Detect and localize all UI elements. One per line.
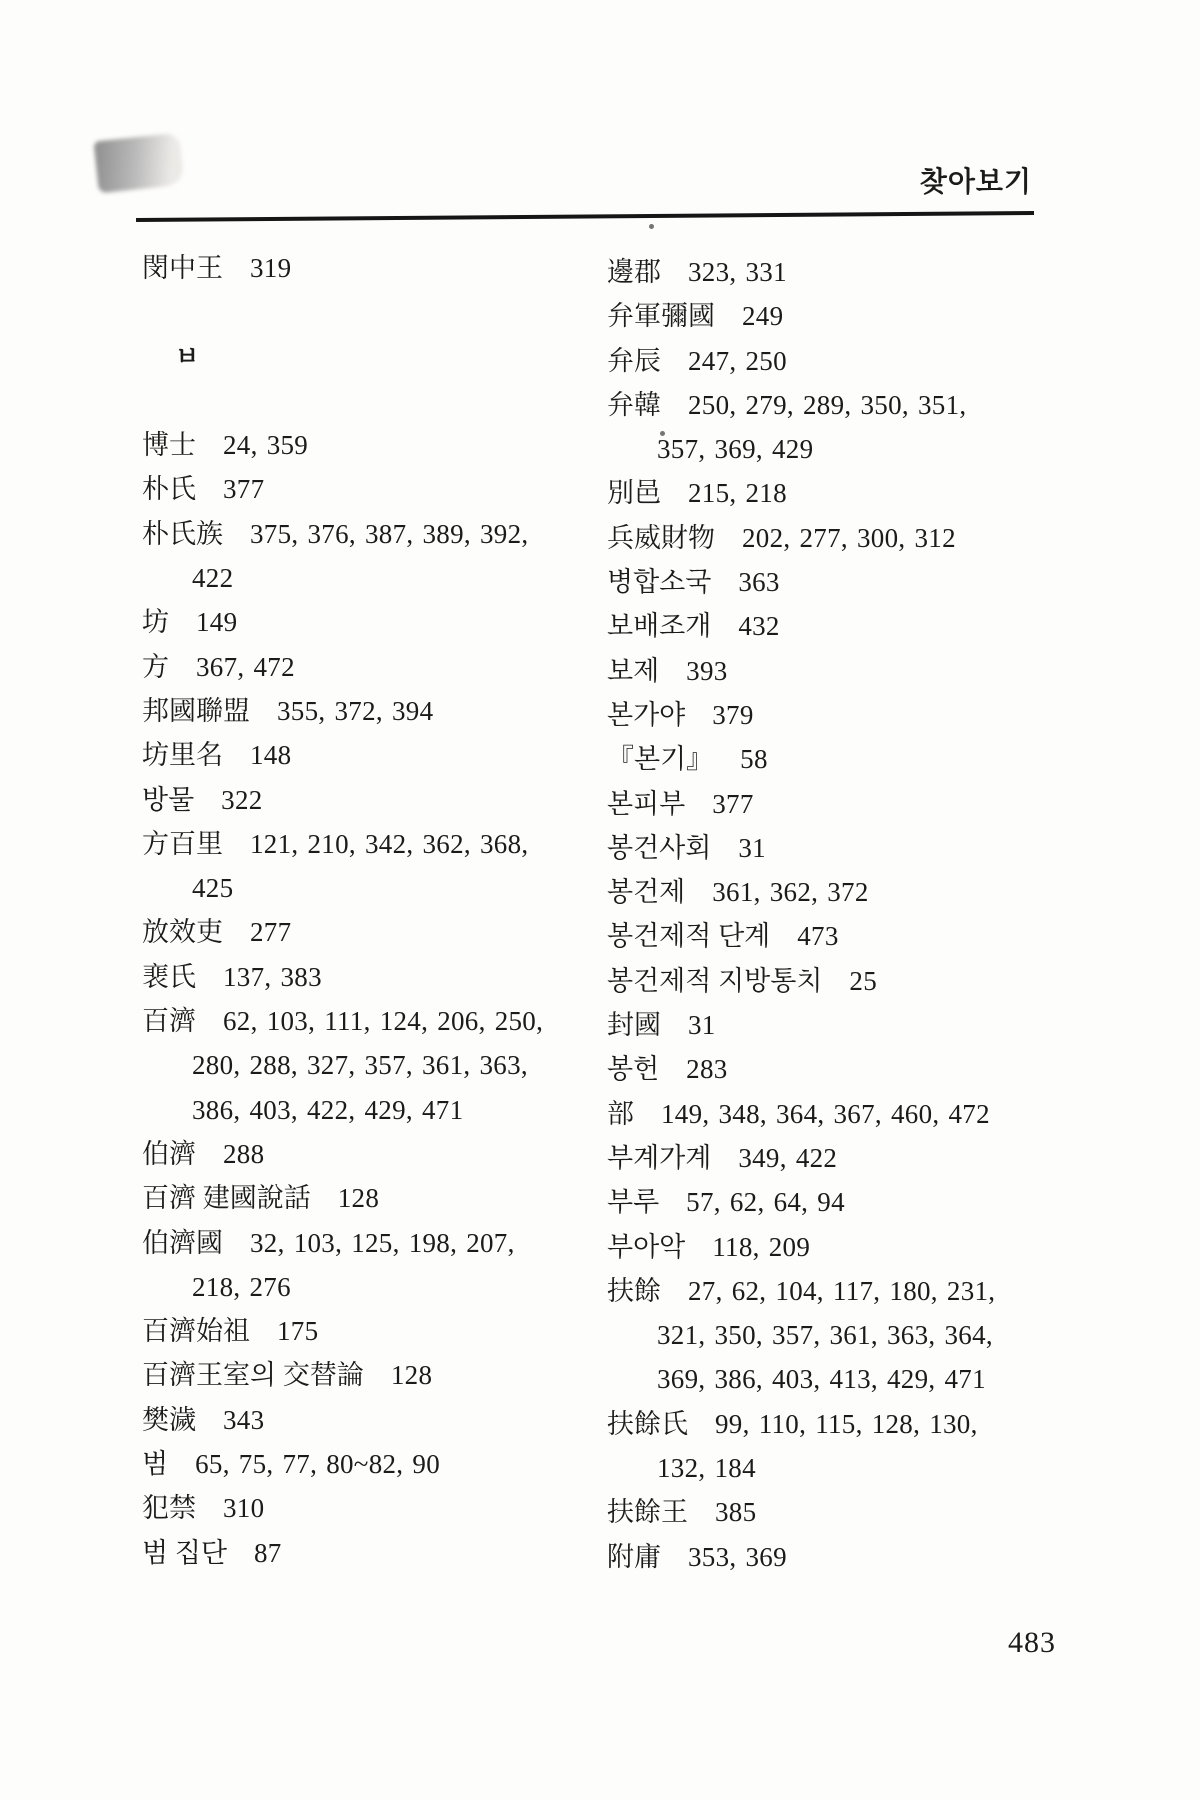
page-numbers: 432 bbox=[738, 611, 780, 642]
index-term: 坊 bbox=[142, 607, 169, 638]
index-entry bbox=[142, 1398, 622, 1442]
index-entry bbox=[607, 560, 1167, 604]
index-term: 봉건제적 지방통치 bbox=[607, 965, 823, 996]
blank-line bbox=[142, 379, 622, 423]
index-term: 邦國聯盟 bbox=[142, 695, 250, 726]
index-entry bbox=[607, 1402, 1167, 1446]
page-numbers: 132, 184 bbox=[657, 1453, 756, 1484]
page-numbers: 283 bbox=[686, 1054, 728, 1085]
index-entry bbox=[607, 1047, 1167, 1091]
page-numbers: 202, 277, 300, 312 bbox=[742, 522, 956, 553]
page-numbers: 137, 383 bbox=[223, 961, 322, 992]
index-entry bbox=[607, 516, 1167, 560]
page-numbers: 425 bbox=[192, 873, 234, 904]
page-numbers: 31 bbox=[738, 832, 766, 863]
page-numbers: 369, 386, 403, 413, 429, 471 bbox=[657, 1364, 986, 1395]
index-term: 兵威財物 bbox=[607, 522, 715, 553]
index-term: 본가야 bbox=[607, 699, 686, 730]
index-entry-continuation bbox=[607, 1313, 1167, 1357]
index-term: 伯濟國 bbox=[142, 1227, 223, 1258]
page-numbers: 377 bbox=[223, 474, 265, 505]
index-entry bbox=[607, 1535, 1167, 1579]
index-entry bbox=[607, 294, 1167, 338]
index-entry bbox=[607, 1180, 1167, 1224]
index-term: 범 집단 bbox=[142, 1537, 227, 1568]
index-term: 보배조개 bbox=[607, 611, 712, 642]
page-numbers: 277 bbox=[250, 917, 292, 948]
index-term: 坊里名 bbox=[142, 740, 223, 771]
index-entry bbox=[607, 870, 1167, 914]
index-entry bbox=[142, 423, 622, 467]
index-entry bbox=[607, 826, 1167, 870]
index-entry bbox=[607, 339, 1167, 383]
page-numbers: 367, 472 bbox=[196, 651, 295, 682]
page-numbers: 385 bbox=[715, 1497, 757, 1528]
page-numbers: 349, 422 bbox=[738, 1142, 838, 1173]
index-entry bbox=[142, 645, 622, 689]
index-entry bbox=[142, 999, 622, 1043]
index-entry bbox=[142, 910, 622, 954]
index-term: 扶餘王 bbox=[607, 1497, 688, 1528]
page-numbers: 363 bbox=[738, 567, 780, 598]
index-term: 弁辰 bbox=[607, 345, 661, 376]
index-term: 부아악 bbox=[607, 1231, 686, 1262]
page-numbers: 215, 218 bbox=[688, 478, 787, 509]
page-numbers: 218, 276 bbox=[192, 1271, 291, 1302]
index-entry bbox=[142, 1309, 622, 1353]
page-numbers: 149 bbox=[196, 607, 238, 638]
page-header-title: 찾아보기 bbox=[919, 166, 1032, 197]
index-term: 봉건제 bbox=[607, 877, 686, 908]
blank-line bbox=[142, 290, 622, 334]
index-entry-continuation bbox=[607, 1446, 1167, 1490]
index-entry-continuation bbox=[142, 556, 622, 600]
index-term: 『본기』 bbox=[607, 744, 714, 775]
index-entry bbox=[142, 246, 622, 290]
page-numbers: 355, 372, 394 bbox=[277, 695, 434, 726]
index-entry bbox=[607, 250, 1167, 294]
index-entry bbox=[607, 1136, 1167, 1180]
index-entry bbox=[607, 383, 1167, 427]
page-numbers: 375, 376, 387, 389, 392, bbox=[250, 518, 529, 549]
index-term: 百濟 建國說話 bbox=[142, 1183, 311, 1214]
index-entry bbox=[607, 471, 1167, 515]
page-numbers: 473 bbox=[797, 921, 839, 952]
page-numbers: 27, 62, 104, 117, 180, 231, bbox=[688, 1275, 996, 1306]
page-numbers: 323, 331 bbox=[688, 257, 787, 287]
page-numbers: 57, 62, 64, 94 bbox=[686, 1187, 845, 1218]
index-term: 방물 bbox=[142, 784, 195, 815]
page-numbers: 65, 75, 77, 80~82, 90 bbox=[195, 1449, 441, 1480]
index-entry bbox=[607, 1092, 1167, 1136]
page-numbers: 128 bbox=[390, 1360, 433, 1391]
page-numbers: 343 bbox=[223, 1404, 265, 1435]
index-term: 百濟始祖 bbox=[142, 1316, 250, 1347]
index-term: 朴氏族 bbox=[142, 518, 223, 549]
index-term: 봉헌 bbox=[607, 1054, 660, 1085]
page-numbers: 280, 288, 327, 357, 361, 363, bbox=[192, 1050, 528, 1081]
page-numbers: 118, 209 bbox=[712, 1231, 811, 1262]
index-entry bbox=[142, 1132, 622, 1176]
page-numbers: 393 bbox=[686, 655, 728, 686]
index-entry bbox=[142, 955, 622, 999]
index-entry-continuation bbox=[142, 1265, 622, 1309]
index-entry bbox=[607, 1225, 1167, 1269]
index-term: 別邑 bbox=[607, 478, 661, 509]
index-entry bbox=[142, 1221, 622, 1265]
index-entry-continuation bbox=[142, 1043, 622, 1087]
index-entry bbox=[607, 604, 1167, 648]
page-numbers: 58 bbox=[740, 744, 768, 775]
index-entry bbox=[607, 649, 1167, 693]
page-numbers: 32, 103, 125, 198, 207, bbox=[250, 1227, 515, 1258]
page-numbers: 357, 369, 429 bbox=[657, 434, 814, 465]
index-term: 弁軍彌國 bbox=[607, 301, 715, 332]
page-numbers: 321, 350, 357, 361, 363, 364, bbox=[657, 1320, 993, 1351]
index-term: 閔中王 bbox=[142, 253, 223, 283]
index-term: 扶餘氏 bbox=[607, 1408, 688, 1439]
index-entry bbox=[142, 1176, 622, 1220]
index-term: 百濟 bbox=[142, 1006, 196, 1037]
index-term: 封國 bbox=[607, 1010, 661, 1041]
index-entry bbox=[142, 1486, 622, 1530]
index-term: 方 bbox=[142, 651, 169, 682]
page-numbers: 353, 369 bbox=[688, 1541, 787, 1572]
page-numbers: 87 bbox=[254, 1537, 282, 1568]
scan-noise-dot bbox=[649, 224, 654, 229]
index-entry bbox=[607, 737, 1167, 781]
index-entry bbox=[607, 959, 1167, 1003]
page-numbers: 322 bbox=[221, 784, 263, 815]
index-entry bbox=[142, 733, 622, 777]
index-entry bbox=[142, 778, 622, 822]
index-term: 병합소국 bbox=[607, 567, 712, 598]
page-numbers: 361, 362, 372 bbox=[712, 877, 869, 908]
index-term: 부계가계 bbox=[607, 1142, 712, 1173]
index-term: 裵氏 bbox=[142, 961, 196, 992]
page-numbers: 24, 359 bbox=[223, 430, 309, 461]
index-term: 附庸 bbox=[607, 1541, 661, 1572]
index-entry bbox=[607, 1269, 1167, 1313]
page-numbers: 148 bbox=[250, 740, 292, 771]
index-term: 범 bbox=[142, 1449, 169, 1480]
page-numbers: 288 bbox=[223, 1138, 265, 1169]
index-term: 百濟王室의 交替論 bbox=[142, 1360, 364, 1391]
page-numbers: 149, 348, 364, 367, 460, 472 bbox=[661, 1098, 990, 1129]
page-numbers: 386, 403, 422, 429, 471 bbox=[192, 1094, 464, 1125]
page-number: 483 bbox=[1008, 1626, 1056, 1659]
page-numbers: 310 bbox=[223, 1493, 265, 1524]
section-letter: ㅂ bbox=[175, 342, 200, 371]
index-column-right bbox=[607, 250, 1167, 1579]
index-entry bbox=[142, 1531, 622, 1575]
index-entry-continuation bbox=[142, 1088, 622, 1132]
index-term: 朴氏 bbox=[142, 474, 196, 505]
index-term: 博士 bbox=[142, 430, 196, 461]
page-numbers: 99, 110, 115, 128, 130, bbox=[715, 1408, 978, 1439]
index-entry-continuation bbox=[607, 1357, 1167, 1401]
scan-shadow-artifact bbox=[94, 133, 185, 194]
index-entry bbox=[607, 914, 1167, 958]
index-term: 본피부 bbox=[607, 788, 686, 819]
index-term: 伯濟 bbox=[142, 1138, 196, 1169]
page-numbers: 128 bbox=[337, 1183, 380, 1214]
index-term: 弁韓 bbox=[607, 389, 661, 420]
index-term: 樊濊 bbox=[142, 1404, 196, 1435]
index-entry bbox=[142, 600, 622, 644]
page-numbers: 25 bbox=[849, 965, 878, 996]
page-numbers: 249 bbox=[742, 301, 784, 332]
index-entry bbox=[142, 822, 622, 866]
index-term: 部 bbox=[607, 1098, 634, 1129]
index-term: 邊郡 bbox=[607, 257, 661, 287]
index-term: 보제 bbox=[607, 655, 660, 686]
index-term: 方百里 bbox=[142, 828, 223, 859]
header-rule bbox=[136, 211, 1034, 222]
index-entry bbox=[142, 512, 622, 556]
index-term: 봉건사회 bbox=[607, 832, 712, 863]
index-entry-continuation bbox=[607, 427, 1167, 471]
page-numbers: 175 bbox=[277, 1316, 319, 1347]
index-entry bbox=[142, 1353, 622, 1397]
index-entry bbox=[142, 689, 622, 733]
index-entry bbox=[607, 1490, 1167, 1534]
page-numbers: 377 bbox=[712, 788, 754, 819]
page-numbers: 62, 103, 111, 124, 206, 250, bbox=[223, 1006, 544, 1037]
page-numbers: 247, 250 bbox=[688, 345, 787, 376]
page-numbers: 250, 279, 289, 350, 351, bbox=[688, 389, 967, 420]
page-numbers: 422 bbox=[192, 563, 234, 594]
index-term: 扶餘 bbox=[607, 1275, 661, 1306]
index-entry bbox=[142, 467, 622, 511]
index-entry-continuation bbox=[142, 866, 622, 910]
index-term: 부루 bbox=[607, 1187, 660, 1218]
index-term: 犯禁 bbox=[142, 1493, 196, 1524]
index-entry bbox=[607, 693, 1167, 737]
index-term: 봉건제적 단계 bbox=[607, 921, 771, 952]
page-numbers: 379 bbox=[712, 699, 754, 730]
page-numbers: 121, 210, 342, 362, 368, bbox=[250, 828, 529, 859]
index-term: 放效吏 bbox=[142, 917, 223, 948]
index-entry bbox=[607, 1003, 1167, 1047]
page-numbers: 319 bbox=[250, 253, 292, 283]
index-entry bbox=[607, 782, 1167, 826]
index-column-left bbox=[142, 246, 622, 1575]
index-entry bbox=[142, 1442, 622, 1486]
page-numbers: 31 bbox=[688, 1010, 716, 1041]
